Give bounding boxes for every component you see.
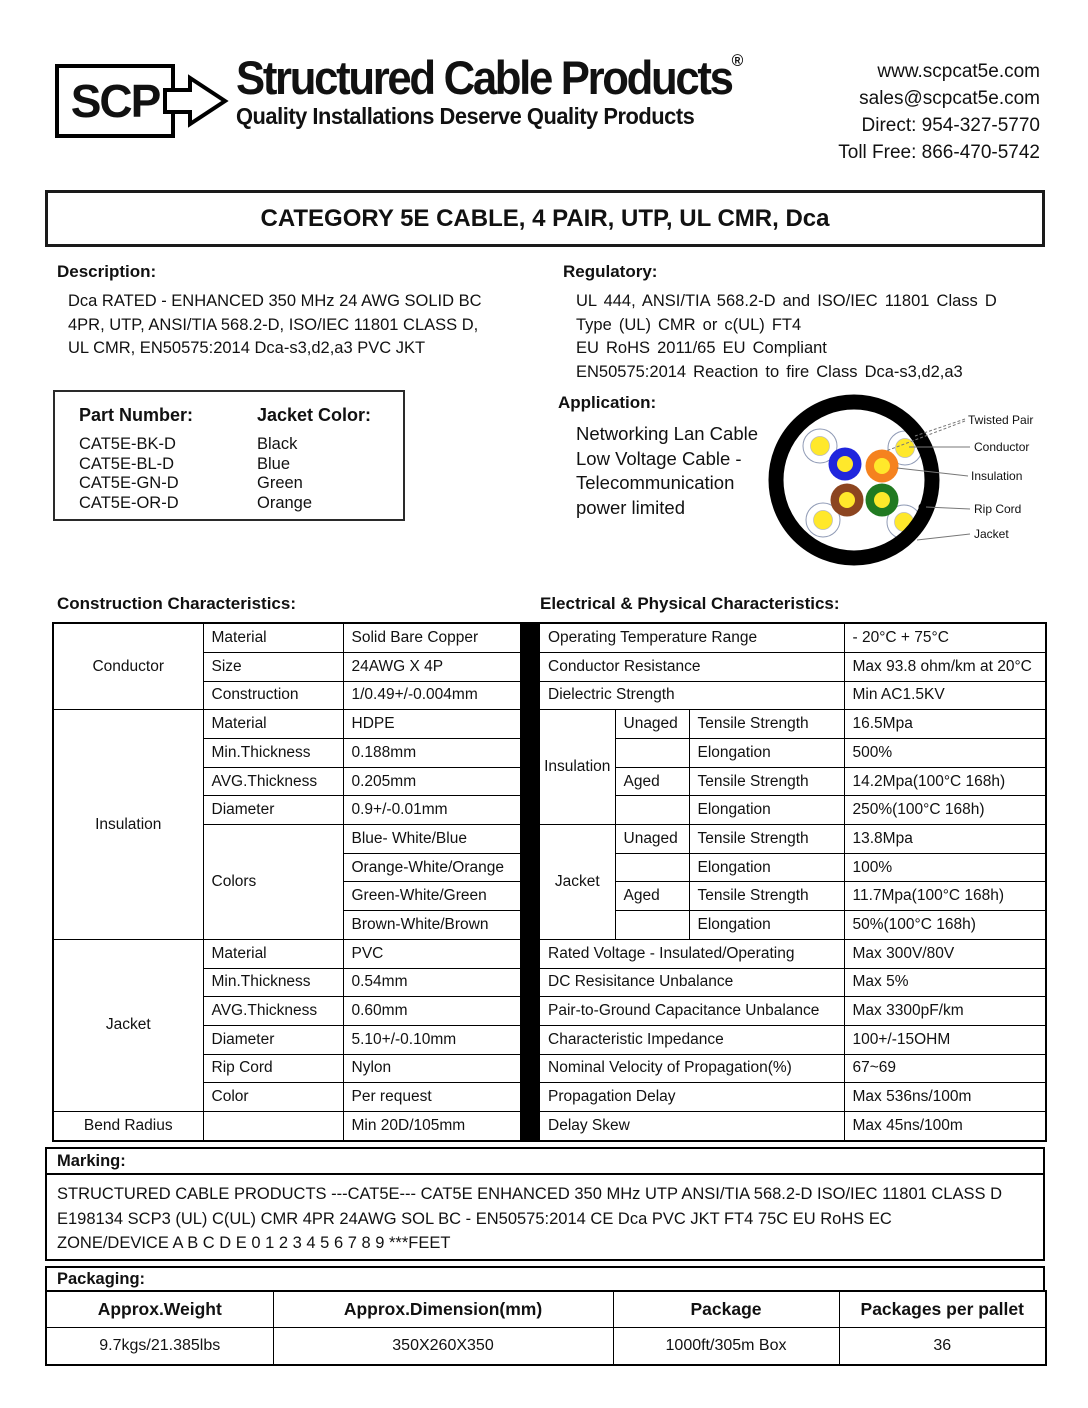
- prop-value: Max 3300pF/km: [844, 997, 1046, 1026]
- prop-label: Operating Temperature Range: [539, 623, 844, 652]
- prop-value: Brown-White/Brown: [343, 911, 521, 940]
- prop-value: 50%(100°C 168h): [844, 911, 1046, 940]
- prop-value: Blue- White/Blue: [343, 825, 521, 854]
- prop-label: Diameter: [203, 796, 343, 825]
- application-line: Networking Lan Cable: [576, 423, 759, 444]
- prop-label: Color: [203, 1083, 343, 1112]
- part-number: CAT5E-BL-D: [79, 454, 175, 473]
- prop-value: - 20°C + 75°C: [844, 623, 1046, 652]
- prop-value: 1/0.49+/-0.004mm: [343, 681, 521, 710]
- construction-table: [52, 622, 522, 1142]
- table-row: [539, 739, 1046, 768]
- prop-value: Solid Bare Copper: [343, 623, 521, 652]
- part-number-row: [55, 474, 403, 494]
- prop-label: Pair-to-Ground Capacitance Unbalance: [539, 997, 844, 1026]
- age-label: Unaged: [615, 825, 689, 854]
- col-header: Package: [613, 1291, 839, 1328]
- table-row: [539, 825, 1046, 854]
- part-number-headers: [55, 405, 403, 426]
- part-number-row: [55, 455, 403, 475]
- prop-value: 0.9+/-0.01mm: [343, 796, 521, 825]
- age-label: [615, 739, 689, 768]
- prop-label: Propagation Delay: [539, 1083, 844, 1112]
- prop-value: 0.54mm: [343, 968, 521, 997]
- packaging-header-row: [46, 1291, 1046, 1328]
- registered-mark: ®: [731, 51, 744, 70]
- brand-name: [236, 52, 743, 102]
- cell-value: 9.7kgs/21.385lbs: [46, 1328, 273, 1366]
- table-row: [539, 911, 1046, 940]
- application-line: Low Voltage Cable -: [576, 447, 742, 469]
- label-twisted-pair: Twisted Pair: [968, 413, 1034, 427]
- table-row: [539, 853, 1046, 882]
- regulatory-line: EU RoHS 2011/65 EU Compliant: [576, 339, 827, 357]
- prop-label: Tensile Strength: [689, 825, 844, 854]
- insulation-rings: [829, 448, 899, 517]
- cell-value: 1000ft/305m Box: [613, 1328, 839, 1366]
- table-row: [539, 1111, 1046, 1141]
- scp-logo-text: SCP: [70, 75, 160, 127]
- prop-value: Per request: [343, 1083, 521, 1112]
- prop-label: Diameter: [203, 1025, 343, 1054]
- prop-value: Max 300V/80V: [844, 939, 1046, 968]
- brand-tagline: Quality Installations Deserve Quality Products: [236, 103, 695, 130]
- age-label: [615, 853, 689, 882]
- prop-value: 16.5Mpa: [844, 710, 1046, 739]
- prop-label: Dielectric Strength: [539, 681, 844, 710]
- group-label: Jacket: [53, 939, 203, 1111]
- table-row: [539, 796, 1046, 825]
- white-conductor-cores: [811, 437, 915, 532]
- age-label: Aged: [615, 882, 689, 911]
- prop-value: 0.188mm: [343, 739, 521, 768]
- packaging-heading: Packaging:: [57, 1269, 146, 1288]
- part-number-row: [55, 494, 403, 514]
- prop-label: Rip Cord: [203, 1054, 343, 1083]
- prop-label: Tensile Strength: [689, 882, 844, 911]
- prop-label: [203, 1111, 343, 1141]
- packaging-value-row: [46, 1328, 1046, 1366]
- prop-value: 13.8Mpa: [844, 825, 1046, 854]
- table-row: [539, 623, 1046, 652]
- prop-label: Material: [203, 939, 343, 968]
- prop-label: Material: [203, 710, 343, 739]
- age-label: [615, 796, 689, 825]
- label-rip-cord: Rip Cord: [974, 502, 1022, 516]
- prop-value: Max 93.8 ohm/km at 20°C: [844, 652, 1046, 681]
- prop-value: 24AWG X 4P: [343, 652, 521, 681]
- prop-label: DC Resisitance Unbalance: [539, 968, 844, 997]
- part-number: CAT5E-OR-D: [79, 493, 179, 512]
- prop-label: Elongation: [689, 739, 844, 768]
- document-title-box: [45, 190, 1045, 247]
- description-heading: Description:: [57, 262, 157, 281]
- marking-line: ZONE/DEVICE A B C D E 0 1 2 3 4 5 6 7 8 9 ***FEET: [57, 1234, 451, 1252]
- electrical-heading: Electrical & Physical Characteristics:: [540, 594, 840, 613]
- part-number: CAT5E-GN-D: [79, 474, 179, 492]
- prop-value: Min 20D/105mm: [343, 1111, 521, 1141]
- prop-value: 11.7Mpa(100°C 168h): [844, 882, 1046, 911]
- table-row: [539, 968, 1046, 997]
- jacket-color: Blue: [257, 454, 291, 473]
- prop-value: HDPE: [343, 710, 521, 739]
- jacket-color: Black: [257, 435, 298, 453]
- prop-value: Min AC1.5KV: [844, 681, 1046, 710]
- cable-cross-section-diagram: [768, 388, 1060, 587]
- scp-logo: [55, 64, 175, 138]
- prop-value: PVC: [343, 939, 521, 968]
- table-row: [539, 1025, 1046, 1054]
- contact-website: www.scpcat5e.com: [877, 61, 1040, 82]
- part-number-box: [53, 390, 405, 521]
- construction-heading: Construction Characteristics:: [57, 594, 296, 613]
- prop-value: Max 45ns/100m: [844, 1111, 1046, 1141]
- description-text: [68, 290, 482, 361]
- prop-value: Orange-White/Orange: [343, 853, 521, 882]
- jacket-ring: [776, 402, 932, 558]
- col-header: Packages per pallet: [839, 1291, 1046, 1328]
- age-label: [615, 911, 689, 940]
- prop-value: 14.2Mpa(100°C 168h): [844, 767, 1046, 796]
- part-number-rows: [55, 435, 403, 513]
- table-row: [539, 939, 1046, 968]
- prop-value: 100+/-15OHM: [844, 1025, 1046, 1054]
- table-row: [539, 652, 1046, 681]
- prop-label: Elongation: [689, 853, 844, 882]
- table-row: [539, 710, 1046, 739]
- prop-value: 0.205mm: [343, 767, 521, 796]
- prop-value: 67~69: [844, 1054, 1046, 1083]
- document-title: CATEGORY 5E CABLE, 4 PAIR, UTP, UL CMR, Dca: [260, 204, 830, 232]
- prop-value: 250%(100°C 168h): [844, 796, 1046, 825]
- prop-label: Material: [203, 623, 343, 652]
- regulatory-line: UL 444, ANSI/TIA 568.2-D and ISO/IEC 11801 Class D: [576, 292, 997, 310]
- jacket-color: Orange: [257, 493, 313, 512]
- cell-value: 350X260X350: [273, 1328, 613, 1366]
- table-divider: [522, 622, 538, 1142]
- prop-value: Max 5%: [844, 968, 1046, 997]
- prop-value: 100%: [844, 853, 1046, 882]
- application-line: power limited: [576, 496, 685, 518]
- prop-label: Construction: [203, 681, 343, 710]
- prop-label: Characteristic Impedance: [539, 1025, 844, 1054]
- prop-label: Nominal Velocity of Propagation(%): [539, 1054, 844, 1083]
- contact-direct-phone: Direct: 954-327-5770: [861, 115, 1040, 136]
- table-row: [539, 681, 1046, 710]
- group-label: Bend Radius: [53, 1111, 203, 1141]
- table-row: [539, 997, 1046, 1026]
- age-label: Aged: [615, 767, 689, 796]
- characteristics-tables: [52, 622, 1047, 1142]
- prop-label: Tensile Strength: [689, 710, 844, 739]
- label-insulation: Insulation: [971, 469, 1023, 483]
- prop-label: AVG.Thickness: [203, 997, 343, 1026]
- regulatory-text: [576, 290, 997, 384]
- marking-heading: Marking:: [57, 1151, 126, 1170]
- marking-text-box: [45, 1173, 1045, 1261]
- table-row: [53, 1111, 521, 1141]
- contact-block: [838, 58, 1040, 166]
- regulatory-line: Type (UL) CMR or c(UL) FT4: [576, 315, 802, 334]
- application-heading: Application:: [558, 393, 657, 412]
- jacket-color-col-heading: Jacket Color:: [257, 405, 372, 425]
- application-line: Telecommunication: [576, 472, 735, 493]
- age-label: Unaged: [615, 710, 689, 739]
- prop-label: Rated Voltage - Insulated/Operating: [539, 939, 844, 968]
- prop-label: Tensile Strength: [689, 767, 844, 796]
- brand-name-text: Structured Cable Products: [236, 51, 732, 104]
- packaging-heading-box: [45, 1266, 1045, 1292]
- logo-arrow-icon: [163, 74, 229, 133]
- prop-label: Conductor Resistance: [539, 652, 844, 681]
- prop-label: Delay Skew: [539, 1111, 844, 1141]
- prop-label: Min.Thickness: [203, 968, 343, 997]
- regulatory-line: EN50575:2014 Reaction to fire Class Dca-s3,d2,a3: [576, 362, 963, 381]
- group-label: Insulation: [539, 710, 615, 825]
- table-row: [53, 623, 521, 652]
- table-row: [539, 882, 1046, 911]
- prop-label: Elongation: [689, 911, 844, 940]
- table-row: [53, 939, 521, 968]
- prop-value: Max 536ns/100m: [844, 1083, 1046, 1112]
- label-conductor: Conductor: [974, 440, 1030, 454]
- rip-cord-dot: [919, 504, 926, 511]
- group-label: Insulation: [53, 710, 203, 940]
- prop-value: 5.10+/-0.10mm: [343, 1025, 521, 1054]
- description-line: UL CMR, EN50575:2014 Dca-s3,d2,a3 PVC JKT: [68, 339, 426, 357]
- prop-value: Nylon: [343, 1054, 521, 1083]
- label-jacket: Jacket: [974, 527, 1009, 541]
- group-label: Conductor: [53, 623, 203, 710]
- prop-label: Size: [203, 652, 343, 681]
- prop-value: 500%: [844, 739, 1046, 768]
- prop-label: AVG.Thickness: [203, 767, 343, 796]
- jacket-color: Green: [257, 474, 303, 492]
- brand-block: [236, 52, 743, 130]
- description-line: 4PR, UTP, ANSI/TIA 568.2-D, ISO/IEC 11801 CLASS D,: [68, 315, 479, 334]
- regulatory-heading: Regulatory:: [563, 262, 658, 281]
- electrical-table: [538, 622, 1047, 1142]
- marking-heading-box: [45, 1147, 1045, 1175]
- marking-line: STRUCTURED CABLE PRODUCTS ---CAT5E--- CAT5E ENHANCED 350 MHz UTP ANSI/TIA 568.2-D ISO/IEC 11801 CLASS D: [57, 1185, 1002, 1203]
- prop-label: Elongation: [689, 796, 844, 825]
- prop-label: Colors: [203, 825, 343, 940]
- cell-value: 36: [839, 1328, 1046, 1366]
- part-number-row: [55, 435, 403, 455]
- description-line: Dca RATED - ENHANCED 350 MHz 24 AWG SOLID BC: [68, 292, 482, 310]
- prop-value: 0.60mm: [343, 997, 521, 1026]
- part-number-col-heading: Part Number:: [79, 405, 194, 425]
- table-row: [539, 1054, 1046, 1083]
- prop-value: Green-White/Green: [343, 882, 521, 911]
- application-text: [576, 422, 758, 520]
- group-label: Jacket: [539, 825, 615, 940]
- marking-line: E198134 SCP3 (UL) C(UL) CMR 4PR 24AWG SOL BC - EN50575:2014 CE Dca PVC JKT FT4 75C EU RoHS EC: [57, 1209, 892, 1228]
- table-row: [53, 710, 521, 739]
- col-header: Approx.Dimension(mm): [273, 1291, 613, 1328]
- table-row: [539, 767, 1046, 796]
- table-row: [539, 1083, 1046, 1112]
- prop-label: Min.Thickness: [203, 739, 343, 768]
- part-number: CAT5E-BK-D: [79, 435, 176, 453]
- contact-tollfree-phone: Toll Free: 866-470-5742: [838, 142, 1040, 163]
- contact-email: sales@scpcat5e.com: [859, 88, 1040, 109]
- col-header: Approx.Weight: [46, 1291, 273, 1328]
- packaging-table: [45, 1290, 1047, 1366]
